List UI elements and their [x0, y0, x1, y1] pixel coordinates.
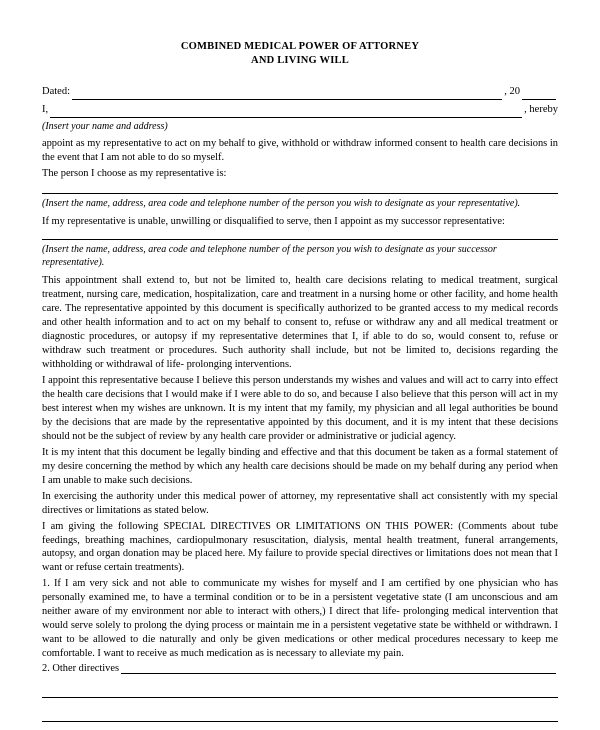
- paragraph-reason-for-appointment: I appoint this representative because I believe this person understands my wishes and values and will act to carry into effect the health care decisions that I would make if I were able to do so, and because I also believe that this person will act in my best interest when my wishes are unknown. It is my intent that my family, my physician and all legal authorities be bound by the decisions that are made by the representative appointed by this document, and it is my intent that these decisions should not be the subject of review by any health care provider or administrative or judicial agency.: [42, 374, 558, 442]
- other-directives-line-1[interactable]: [42, 696, 558, 698]
- paragraph-special-directives-intro: In exercising the authority under this medical power of attorney, my representative shall act consistently with my special directives or limitations as stated below.: [42, 490, 558, 516]
- directive-item-2-input[interactable]: [121, 663, 556, 674]
- directive-item-2-row: [42, 663, 558, 674]
- successor-input[interactable]: [42, 238, 558, 240]
- appoint-paragraph: appoint as my representative to act on my behalf to give, withhold or withdraw informed consent to health care decisions in the event that I am not able to do so myself.: [42, 138, 558, 164]
- directive-item-1: 1. If I am very sick and not able to communicate my wishes for myself and I am certified by one physician who has personally examined me, to have a terminal condition or to be in a persistent vegetative state (I am unconscious and am neither aware of my environment nor able to interact with others,) I direct that life- prolonging medical intervention that would serve solely to prolong the dying process or maintain me in a persistent vegetative state be withheld or withdrawn. I want to be allowed to die naturally and only be given medications or other medical procedures necessary to keep me comfortable. I want to receive as much medication as is necessary to alleviate my pain.: [42, 578, 558, 660]
- year-input[interactable]: [522, 88, 556, 100]
- i-label: I,: [42, 104, 49, 116]
- directive-item-2-label: 2. Other directives: [42, 663, 120, 675]
- page-title: [42, 40, 558, 68]
- paragraph-special-directives-list: I am giving the following SPECIAL DIRECTIVES OR LIMITATIONS ON THIS POWER: (Comments about tube feedings, breathing machines, cardiopulmonary resuscitation, dialysis, mental health treatment, funeral arrangements, autopsy, and organ donation may be placed here. My failure to provide special directives or limitations does not mean that I want or refuse certain treatments).: [42, 520, 558, 574]
- paragraph-appointment-scope: This appointment shall extend to, but not be limited to, health care decisions relating to medical treatment, surgical treatment, nursing care, medication, hospitalization, care and treatment in a nursing home or other facility, and home health care. The representative appointed by this document is specifically authorized to be granted access to my medical records and other health information and to act on my behalf to consent to, refuse or withdraw any and all medical treatment or diagnostic procedures, or autopsy if my representative determines that I, if able to do so, would consent to, refuse or withdraw such treatment or procedures. Such authority shall include, but not be limited to, decisions regarding the withholding or withdrawal of life- prolonging interventions.: [42, 274, 558, 370]
- insert-successor-note: (Insert the name, address, area code and telephone number of the person you wish to designate as your successor representative).: [42, 243, 497, 269]
- insert-representative-note: (Insert the name, address, area code and telephone number of the person you wish to designate as your representative).: [42, 198, 521, 210]
- hereby-label: , hereby: [524, 104, 558, 116]
- dated-input[interactable]: [72, 88, 502, 100]
- title-line-1: COMBINED MEDICAL POWER OF ATTORNEY: [180, 41, 420, 52]
- name-address-row: [42, 102, 558, 118]
- other-directives-line-2[interactable]: [42, 720, 558, 722]
- insert-name-address-note: (Insert your name and address): [42, 120, 168, 132]
- successor-line: If my representative is unable, unwilling or disqualified to serve, then I appoint as my successor representative:: [42, 215, 505, 227]
- title-line-2: AND LIVING WILL: [251, 55, 349, 67]
- name-address-input[interactable]: [50, 106, 522, 118]
- paragraph-binding-intent: It is my intent that this document be legally binding and effective and that this document be taken as a formal statement of my desire concerning the method by which any health care decisions should be made on my behalf during any period when I am unable to make such decisions.: [42, 446, 558, 486]
- person-choose-line: The person I choose as my representative is:: [42, 168, 227, 180]
- year-prefix-label: , 20: [504, 86, 520, 98]
- dated-row: [42, 84, 558, 100]
- dated-label: Dated:: [42, 86, 70, 98]
- representative-input[interactable]: [42, 192, 558, 194]
